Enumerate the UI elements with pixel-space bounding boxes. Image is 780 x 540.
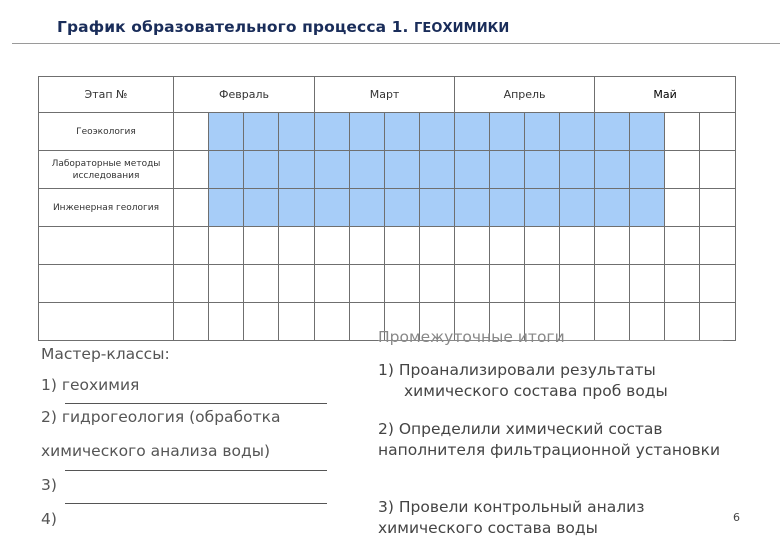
week-cell bbox=[209, 113, 244, 151]
header-month: Май bbox=[595, 77, 736, 113]
week-cell bbox=[630, 265, 665, 303]
header-month: Апрель bbox=[455, 77, 595, 113]
week-cell bbox=[700, 227, 736, 265]
stage-cell bbox=[39, 265, 174, 303]
table-header-row bbox=[39, 77, 736, 113]
stage-cell: Геоэкология bbox=[39, 113, 174, 151]
week-cell bbox=[350, 265, 385, 303]
week-cell bbox=[560, 189, 595, 227]
stage-cell: Инженерная геология bbox=[39, 189, 174, 227]
week-cell bbox=[665, 151, 700, 189]
week-cell bbox=[420, 113, 455, 151]
week-cell bbox=[209, 265, 244, 303]
masterclass-line: 1) геохимия bbox=[41, 376, 140, 394]
week-cell bbox=[209, 227, 244, 265]
week-cell bbox=[209, 151, 244, 189]
week-cell bbox=[700, 189, 736, 227]
week-cell bbox=[525, 227, 560, 265]
masterclasses-heading: Мастер-классы: bbox=[41, 345, 170, 363]
week-cell bbox=[560, 151, 595, 189]
week-cell bbox=[385, 151, 420, 189]
week-cell bbox=[455, 265, 490, 303]
week-cell bbox=[315, 151, 350, 189]
table-row bbox=[39, 189, 736, 227]
week-cell bbox=[385, 189, 420, 227]
week-cell bbox=[174, 189, 209, 227]
week-cell bbox=[209, 303, 244, 341]
week-cell bbox=[174, 113, 209, 151]
week-cell bbox=[665, 113, 700, 151]
week-cell bbox=[420, 265, 455, 303]
title-caps: ГЕОХИМИКИ bbox=[414, 21, 510, 36]
table-row bbox=[39, 227, 736, 265]
underline bbox=[65, 503, 327, 504]
schedule-table bbox=[38, 76, 736, 341]
week-cell bbox=[665, 189, 700, 227]
week-cell bbox=[279, 303, 315, 341]
title-divider bbox=[12, 43, 780, 44]
header-stage: Этап № bbox=[39, 77, 174, 113]
masterclass-line: 3) bbox=[41, 476, 57, 494]
week-cell bbox=[490, 113, 525, 151]
week-cell bbox=[560, 265, 595, 303]
slide-title bbox=[57, 18, 509, 36]
week-cell bbox=[630, 189, 665, 227]
week-cell bbox=[385, 265, 420, 303]
week-cell bbox=[560, 227, 595, 265]
week-cell bbox=[595, 227, 630, 265]
week-cell bbox=[490, 227, 525, 265]
week-cell bbox=[279, 113, 315, 151]
week-cell bbox=[665, 227, 700, 265]
masterclass-line: 4) bbox=[41, 510, 57, 528]
stage-cell bbox=[39, 303, 174, 341]
week-cell bbox=[279, 151, 315, 189]
week-cell bbox=[490, 265, 525, 303]
week-cell bbox=[244, 227, 279, 265]
week-cell bbox=[385, 113, 420, 151]
week-cell bbox=[209, 189, 244, 227]
week-cell bbox=[350, 113, 385, 151]
underline bbox=[65, 403, 327, 404]
week-cell bbox=[525, 265, 560, 303]
week-cell bbox=[420, 151, 455, 189]
week-cell bbox=[630, 151, 665, 189]
week-cell bbox=[174, 303, 209, 341]
stage-cell: Лабораторные методы исследования bbox=[39, 151, 174, 189]
week-cell bbox=[174, 151, 209, 189]
week-cell bbox=[244, 265, 279, 303]
week-cell bbox=[525, 151, 560, 189]
week-cell bbox=[279, 227, 315, 265]
week-cell bbox=[595, 265, 630, 303]
week-cell bbox=[490, 151, 525, 189]
week-cell bbox=[315, 265, 350, 303]
week-cell bbox=[279, 265, 315, 303]
week-cell bbox=[630, 227, 665, 265]
week-cell bbox=[244, 189, 279, 227]
header-month: Март bbox=[315, 77, 455, 113]
underline bbox=[65, 470, 327, 471]
week-cell bbox=[244, 113, 279, 151]
week-cell bbox=[455, 113, 490, 151]
week-cell bbox=[490, 189, 525, 227]
week-cell bbox=[279, 189, 315, 227]
week-cell bbox=[385, 227, 420, 265]
masterclass-line: химического анализа воды) bbox=[41, 442, 271, 460]
stage-cell bbox=[39, 227, 174, 265]
week-cell bbox=[455, 227, 490, 265]
week-cell bbox=[630, 113, 665, 151]
week-cell bbox=[244, 151, 279, 189]
table-row bbox=[39, 113, 736, 151]
week-cell bbox=[315, 227, 350, 265]
page-number: 6 bbox=[733, 511, 740, 524]
table-row bbox=[39, 151, 736, 189]
week-cell bbox=[420, 189, 455, 227]
week-cell bbox=[174, 227, 209, 265]
week-cell bbox=[665, 265, 700, 303]
result-item: 3) Провели контрольный анализ химического состава воды bbox=[378, 498, 645, 537]
week-cell bbox=[700, 265, 736, 303]
result-item: 2) Определили химический состав наполнителя фильтрационной установки bbox=[378, 420, 721, 459]
week-cell bbox=[525, 113, 560, 151]
week-cell bbox=[700, 151, 736, 189]
week-cell bbox=[244, 303, 279, 341]
week-cell bbox=[560, 113, 595, 151]
week-cell bbox=[315, 303, 350, 341]
week-cell bbox=[174, 265, 209, 303]
week-cell bbox=[315, 189, 350, 227]
result-item: 1) Проанализировали результаты химического состава проб воды bbox=[378, 361, 668, 400]
masterclass-line: 2) гидрогеология (обработка bbox=[41, 408, 281, 426]
results-block bbox=[378, 327, 723, 537]
week-cell bbox=[595, 189, 630, 227]
week-cell bbox=[350, 189, 385, 227]
results-heading: Промежуточные итоги bbox=[378, 327, 723, 348]
week-cell bbox=[455, 151, 490, 189]
table-row bbox=[39, 265, 736, 303]
header-month: Февраль bbox=[174, 77, 315, 113]
week-cell bbox=[350, 151, 385, 189]
week-cell bbox=[455, 189, 490, 227]
week-cell bbox=[595, 151, 630, 189]
title-main: График образовательного процесса 1. bbox=[57, 18, 409, 36]
week-cell bbox=[420, 227, 455, 265]
week-cell bbox=[315, 113, 350, 151]
week-cell bbox=[350, 227, 385, 265]
week-cell bbox=[700, 113, 736, 151]
week-cell bbox=[595, 113, 630, 151]
week-cell bbox=[525, 189, 560, 227]
